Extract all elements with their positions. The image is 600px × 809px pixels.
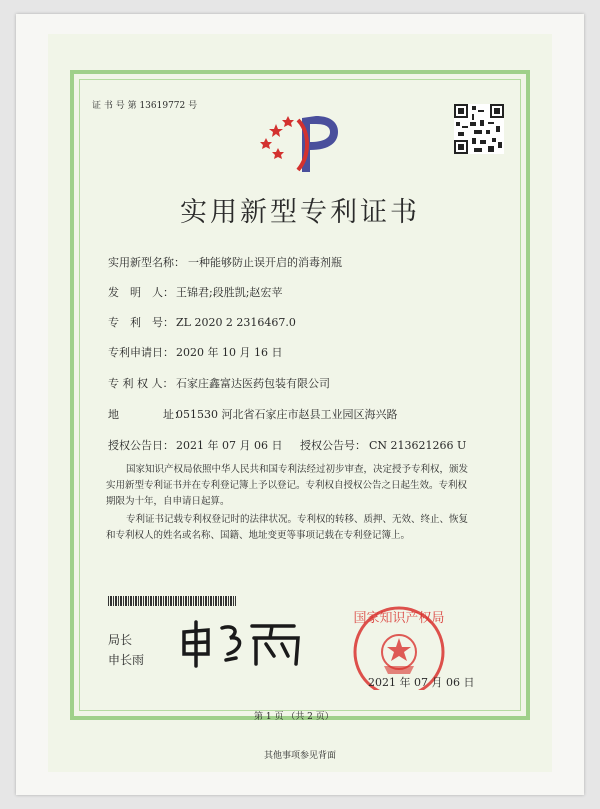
field-value-patentee: 石家庄鑫富达医药包装有限公司 [176,377,330,390]
qr-code-icon [454,104,504,154]
page-number: 第 1 页 （共 2 页） [254,712,334,722]
certificate-number: 证 书 号 第 13619772 号 [92,101,198,111]
barcode-icon [108,596,236,606]
field-value-address: 051530 河北省石家庄市赵县工业园区海兴路 [176,408,398,421]
signature-icon [178,618,308,670]
field-value-name: 一种能够防止误开启的消毒剂瓶 [188,256,342,269]
footer-note: 其他事项参见背面 [263,751,336,761]
field-value-patent-number: ZL 2020 2 2316467.0 [176,316,296,329]
publication-number-label: 授权公告号： [300,439,366,452]
field-label-address: 地 址： [108,408,185,421]
field-label-patentee: 专 利 权 人： [108,377,174,390]
grant-statement: 国家知识产权局依照中华人民共和国专利法经过初步审查，决定授予专利权，颁发实用新型专利证书并在专利登记簿上予以登记。专利权自授权公告之日起生效。专利权期限为十年，自申请日起算。 [106,464,469,507]
grant-date-value: 2021 年 07 月 06 日 [176,439,283,452]
seal-date: 2021 年 07 月 06 日 [368,676,475,689]
director-name: 申长雨 [108,653,145,667]
field-label-inventor: 发 明 人： [108,286,174,299]
grant-date-label: 授权公告日： [108,439,174,452]
legal-status-statement: 专利证书记载专利权登记时的法律状况。专利权的转移、质押、无效、终止、恢复和专利权人的姓名或名称、国籍、地址变更等事项记载在专利登记簿上。 [106,514,469,541]
field-label-application-date: 专利申请日： [108,346,174,359]
seal-text: 国家知识产权局 [353,611,445,626]
field-label-patent-number: 专 利 号： [108,316,174,329]
field-label-name: 实用新型名称： [108,256,185,269]
publication-number-value: CN 213621266 U [369,439,467,452]
director-title: 局长 [108,633,133,647]
field-value-application-date: 2020 年 10 月 16 日 [176,346,283,359]
field-value-inventor: 王锦君;段胜凯;赵宏苹 [176,286,283,299]
cnipa-logo-icon [258,110,344,180]
certificate-title: 实用新型专利证书 [180,197,420,228]
